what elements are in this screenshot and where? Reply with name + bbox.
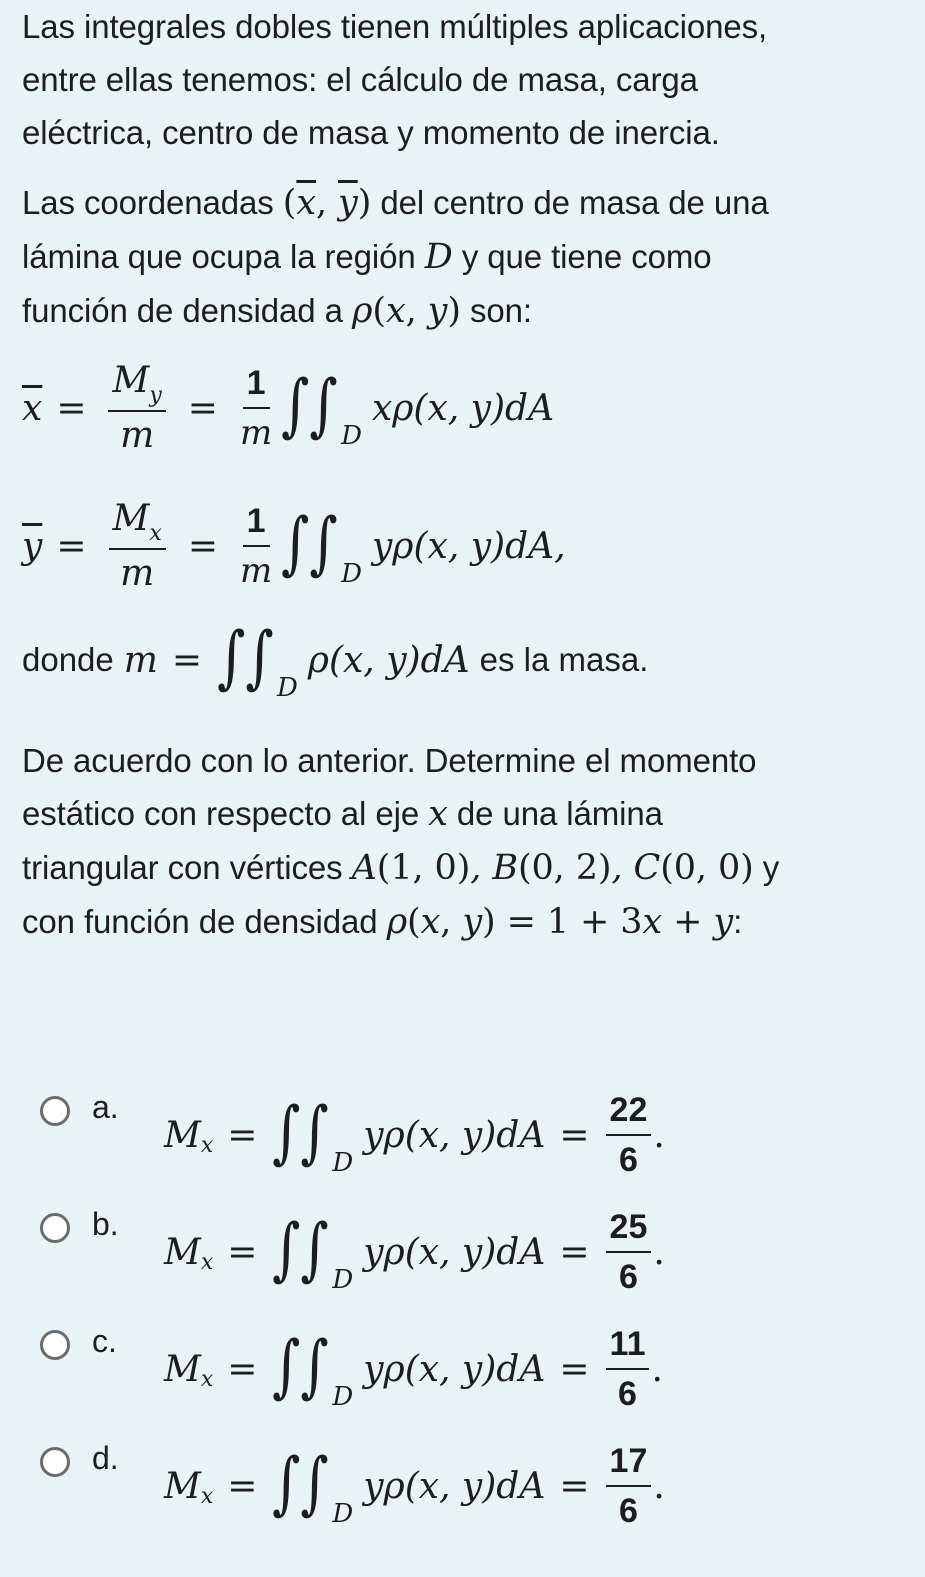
question-line-3: triangular con vértices A(1, 0), B(0, 2), C(0, 0) y <box>22 848 780 888</box>
intro-line-1: Las integrales dobles tienen múltiples aplicaciones, <box>22 8 768 45</box>
question-line-4: con función de densidad ρ(x, y) = 1 + 3x + y: <box>22 902 743 942</box>
intro-line-2: entre ellas tenemos: el cálculo de masa, carga <box>22 61 698 98</box>
option-formula: M x = ∫∫ D yρ(x, y)dA = $\frac{11}{6}$ . <box>164 1325 663 1413</box>
def-line-2: lámina que ocupa la región D y que tiene como <box>22 237 712 277</box>
density-function: ρ(x, y) = 1 + 3x + y <box>386 902 734 942</box>
density-symbol: ρ <box>351 291 373 331</box>
option-a[interactable] <box>40 1080 900 1190</box>
radio-button-b[interactable] <box>40 1213 70 1243</box>
formula-mass: donde m = ∫∫ D ρ(x, y)dA es la masa. <box>22 618 649 703</box>
question-line-2: estático con respecto al eje x de una lámina <box>22 794 663 834</box>
option-formula: M x = ∫∫ D yρ(x, y)dA = $\frac{25}{6}$ . <box>164 1208 665 1296</box>
radio-button-d[interactable] <box>40 1447 70 1477</box>
intro-line-3: eléctrica, centro de masa y momento de inercia. <box>22 114 720 151</box>
option-c[interactable] <box>40 1314 900 1424</box>
radio-button-c[interactable] <box>40 1330 70 1360</box>
option-b[interactable] <box>40 1197 900 1307</box>
option-formula: M x = ∫∫ D yρ(x, y)dA = $\frac{22}{6}$ . <box>164 1091 665 1179</box>
centroid-coords: ($\overline{x}$, $\overline{y}$) <box>282 183 372 223</box>
option-letter: b. <box>92 1205 119 1242</box>
region-symbol: D <box>424 237 453 277</box>
option-letter: a. <box>92 1088 119 1125</box>
formula-x-bar: $\overline{x}$ = $\frac{M_y}{m}$ = $\frac{1}{m}$ ∫∫ D xρ(x, y)dA <box>22 359 555 456</box>
option-formula: M x = ∫∫ D yρ(x, y)dA = $\frac{17}{6}$ . <box>164 1442 665 1530</box>
option-letter: d. <box>92 1439 119 1476</box>
definition-paragraph <box>22 176 902 338</box>
question-paragraph <box>22 734 902 949</box>
def-line-1: Las coordenadas ($\overline{x}$, $\overline{y}$) del centro de masa de una <box>22 183 769 223</box>
option-d[interactable] <box>40 1431 900 1541</box>
option-letter: c. <box>92 1322 117 1359</box>
def-line-3: función de densidad a ρ(x, y) son: <box>22 291 532 331</box>
formula-y-bar: $\overline{y}$ = $\frac{M_x}{m}$ = $\frac{1}{m}$ ∫∫ D yρ(x, y)dA, <box>22 497 566 594</box>
question-line-1: De acuerdo con lo anterior. Determine el momento <box>22 742 757 779</box>
intro-paragraph <box>22 0 902 159</box>
radio-button-a[interactable] <box>40 1096 70 1126</box>
vertices: A(1, 0), B(0, 2), C(0, 0) <box>351 848 754 888</box>
